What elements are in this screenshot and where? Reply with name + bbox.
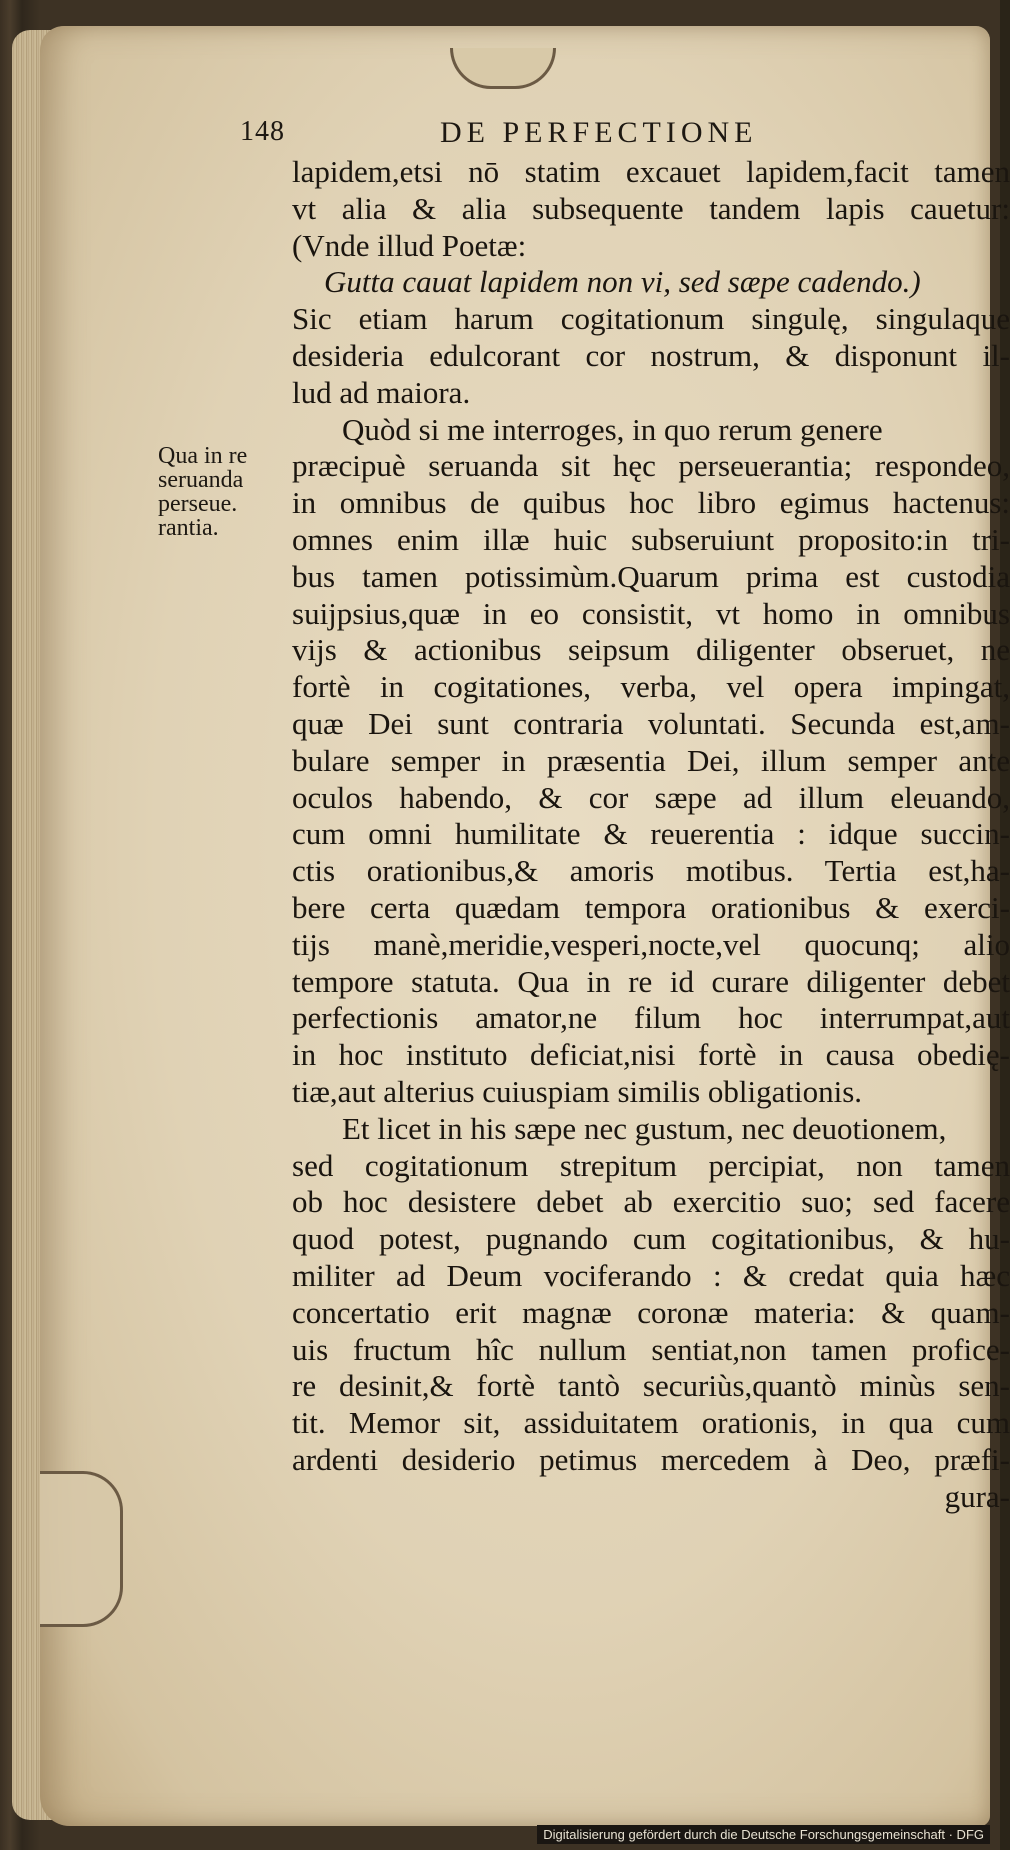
text-line: vijs & actionibus seipsum diligenter obseruet, ne xyxy=(292,632,1010,668)
digitization-credit: Digitalisierung gefördert durch die Deutsche Forschungsgemeinschaft · DFG xyxy=(537,1825,990,1844)
clamp-left xyxy=(40,1471,123,1627)
text-line: præcipuè seruanda sit hęc perseuerantia; respondeo, xyxy=(292,448,1010,484)
text-line: tempore statuta. Qua in re id curare diligenter debet xyxy=(292,963,1010,999)
text-line: Sic etiam harum cogitationum singulę, singulaque xyxy=(292,301,1010,337)
marginal-note-line: perseue. xyxy=(158,491,238,517)
marginal-note xyxy=(158,444,288,540)
text-line: tiæ,aut alterius cuiuspiam similis obligationis. xyxy=(292,1073,863,1109)
text-line: omnes enim illæ huic subseruiunt proposito:in tri- xyxy=(292,521,1010,557)
text-line: desideria edulcorant cor nostrum, & disponunt il- xyxy=(292,337,1010,373)
text-line: in hoc instituto deficiat,nisi fortè in causa obedię- xyxy=(292,1037,1010,1073)
text-line: ob hoc desistere debet ab exercitio suo; sed facere xyxy=(292,1184,1010,1220)
text-line: cum omni humilitate & reuerentia : idque succin- xyxy=(292,816,1010,852)
page-number: 148 xyxy=(240,116,285,147)
text-line: ardenti desiderio petimus mercedem à Deo, præfi- xyxy=(292,1441,1010,1477)
text-line: tijs manè,meridie,vesperi,nocte,vel quocunq; alio xyxy=(292,926,1010,962)
text-line: in omnibus de quibus hoc libro egimus hactenus: xyxy=(292,485,1010,521)
text-line: Quòd si me interroges, in quo rerum genere xyxy=(342,411,883,447)
text-line: Et licet in his sæpe nec gustum, nec deuotionem, xyxy=(342,1110,947,1146)
running-head: DE PERFECTIONE xyxy=(440,116,758,149)
marginal-note-line: seruanda xyxy=(158,467,244,493)
book-page xyxy=(40,26,1010,1826)
body-text xyxy=(292,154,1010,1515)
text-line: gura- xyxy=(944,1478,1010,1514)
text-line: oculos habendo, & cor sæpe ad illum eleuando, xyxy=(292,779,1010,815)
marginal-note-line: Qua in re xyxy=(158,443,248,469)
text-line: (Vnde illud Poetæ: xyxy=(292,227,527,263)
text-line: concertatio erit magnæ coronæ materia: & quam- xyxy=(292,1294,1010,1330)
text-line: bulare semper in præsentia Dei, illum semper ante xyxy=(292,742,1010,778)
text-line: re desinit,& fortè tantò securiùs,quantò minùs sen- xyxy=(292,1368,1010,1404)
text-line: perfectionis amator,ne filum hoc interrumpat,aut xyxy=(292,1000,1010,1036)
text-line: vt alia & alia subsequente tandem lapis cauetur: xyxy=(292,190,1010,226)
text-line: militer ad Deum vociferando : & credat quia hæc xyxy=(292,1257,1010,1293)
text-line: lapidem,etsi nō statim excauet lapidem,facit tamen xyxy=(292,154,1010,189)
text-line: tit. Memor sit, assiduitatem orationis, in qua cum xyxy=(292,1405,1010,1441)
text-line: quæ Dei sunt contraria voluntati. Secunda est,am- xyxy=(292,705,1010,741)
text-line: quod potest, pugnando cum cogitationibus, & hu- xyxy=(292,1221,1010,1257)
text-line: sed cogitationum strepitum percipiat, non tamen xyxy=(292,1147,1010,1183)
text-line: Gutta cauat lapidem non vi, sed sæpe cadendo.) xyxy=(324,264,921,300)
text-line: suijpsius,quæ in eo consistit, vt homo in omnibus xyxy=(292,595,1010,631)
clamp-top xyxy=(450,48,556,89)
text-line: fortè in cogitationes, verba, vel opera impingat, xyxy=(292,669,1010,705)
text-line: bere certa quædam tempora orationibus & exerci- xyxy=(292,889,1010,925)
marginal-note-line: rantia. xyxy=(158,515,219,541)
text-line: bus tamen potissimùm.Quarum prima est custodia xyxy=(292,558,1010,594)
text-line: uis fructum hîc nullum sentiat,non tamen profice- xyxy=(292,1331,1010,1367)
text-line: lud ad maiora. xyxy=(292,374,471,410)
text-line: ctis orationibus,& amoris motibus. Tertia est,ha- xyxy=(292,853,1010,889)
